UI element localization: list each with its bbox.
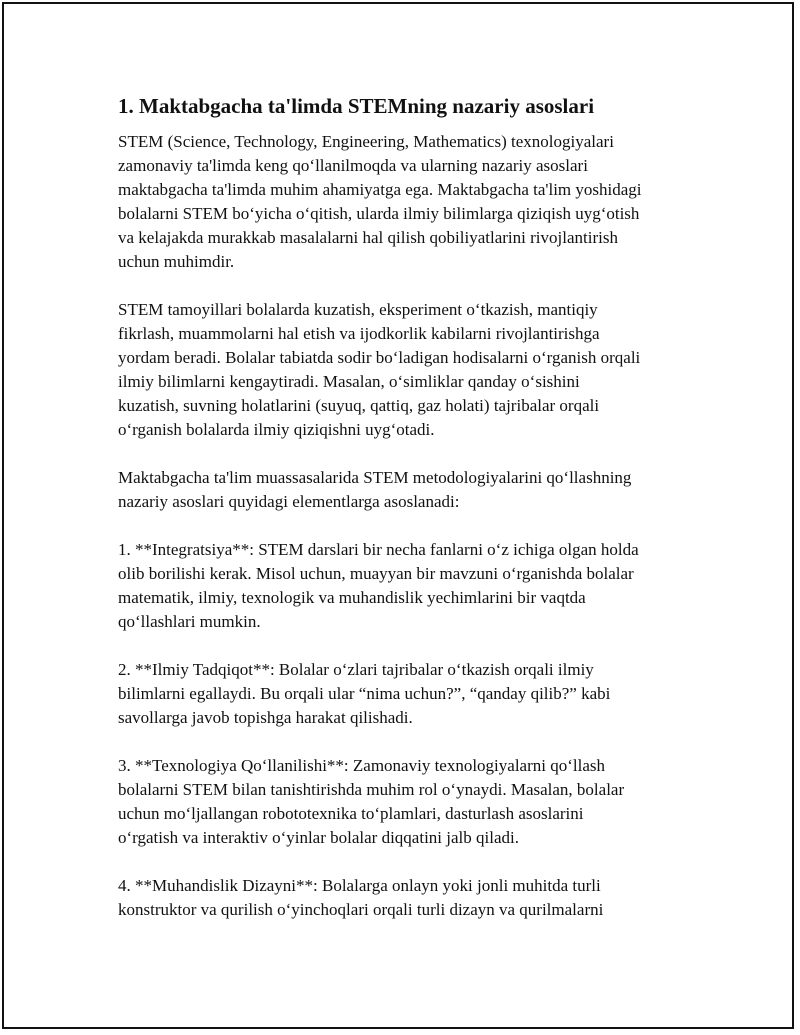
text-line: konstruktor va qurilish o‘yinchoqlari orqali turli dizayn va qurilmalarni: [118, 900, 604, 919]
list-item-research: [118, 658, 698, 730]
text-line: ilmiy bilimlarni kengaytiradi. Masalan, o‘simliklar qanday o‘sishini: [118, 372, 580, 391]
list-item-engineering: [118, 874, 698, 922]
text-line: kuzatish, suvning holatlarini (suyuq, qattiq, gaz holati) tajribalar orqali: [118, 396, 600, 415]
text-line: qo‘llashlari mumkin.: [118, 612, 261, 631]
text-line: olib borilishi kerak. Misol uchun, muayyan bir mavzuni o‘rganishda bolalar: [118, 564, 634, 583]
text-line: nazariy asoslari quyidagi elementlarga asoslanadi:: [118, 492, 460, 511]
text-line: bolalarni STEM bo‘yicha o‘qitish, ularda ilmiy bilimlarga qiziqish uyg‘otish: [118, 204, 640, 223]
text-line: uchun mo‘ljallangan robototexnika to‘plamlari, dasturlash asoslarini: [118, 804, 584, 823]
text-line: yordam beradi. Bolalar tabiatda sodir bo‘ladigan hodisalarni o‘rganish orqali: [118, 348, 641, 367]
text-line: STEM tamoyillari bolalarda kuzatish, eksperiment o‘tkazish, mantiqiy: [118, 300, 598, 319]
text-line: STEM (Science, Technology, Engineering, Mathematics) texnologiyalari: [118, 132, 614, 151]
text-line: bilimlarni egallaydi. Bu orqali ular “nima uchun?”, “qanday qilib?” kabi: [118, 684, 611, 703]
text-line: o‘rganish bolalarda ilmiy qiziqishni uyg‘otadi.: [118, 420, 435, 439]
text-line: uchun muhimdir.: [118, 252, 235, 271]
text-line: 3. **Texnologiya Qo‘llanilishi**: Zamonaviy texnologiyalarni qo‘llash: [118, 756, 605, 775]
text-line: va kelajakda murakkab masalalarni hal qilish qobiliyatlarini rivojlantirish: [118, 228, 618, 247]
paragraph-intro: [118, 130, 698, 274]
text-line: maktabgacha ta'limda muhim ahamiyatga ega. Maktabgacha ta'lim yoshidagi: [118, 180, 642, 199]
paragraph-principles: [118, 298, 698, 442]
text-line: o‘rgatish va interaktiv o‘yinlar bolalar diqqatini jalb qiladi.: [118, 828, 519, 847]
text-line: fikrlash, muammolarni hal etish va ijodkorlik kabilarni rivojlantirishga: [118, 324, 600, 343]
section-heading: 1. Maktabgacha ta'limda STEMning nazariy asoslari: [118, 94, 595, 118]
paragraph-methodology: [118, 466, 698, 514]
text-line: zamonaviy ta'limda keng qo‘llanilmoqda va ularning nazariy asoslari: [118, 156, 588, 175]
text-line: matematik, ilmiy, texnologik va muhandislik yechimlarini bir vaqtda: [118, 588, 586, 607]
text-line: 1. **Integratsiya**: STEM darslari bir necha fanlarni o‘z ichiga olgan holda: [118, 540, 639, 559]
document-body: [118, 92, 698, 946]
text-line: bolalarni STEM bilan tanishtirishda muhim rol o‘ynaydi. Masalan, bolalar: [118, 780, 625, 799]
list-item-integration: [118, 538, 698, 634]
text-line: Maktabgacha ta'lim muassasalarida STEM metodologiyalarini qo‘llashning: [118, 468, 632, 487]
list-item-technology: [118, 754, 698, 850]
text-line: 2. **Ilmiy Tadqiqot**: Bolalar o‘zlari tajribalar o‘tkazish orqali ilmiy: [118, 660, 594, 679]
text-line: 4. **Muhandislik Dizayni**: Bolalarga onlayn yoki jonli muhitda turli: [118, 876, 601, 895]
text-line: savollarga javob topishga harakat qilishadi.: [118, 708, 413, 727]
